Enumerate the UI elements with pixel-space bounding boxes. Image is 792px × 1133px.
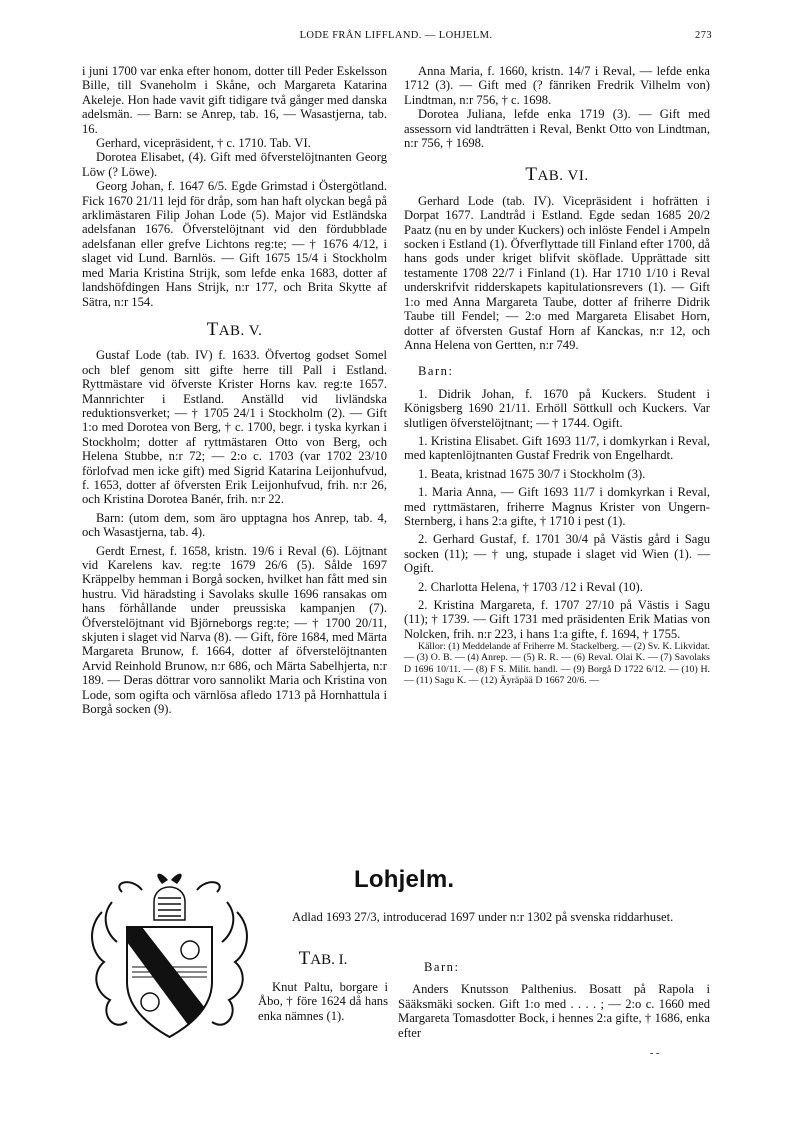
left-column <box>82 64 387 716</box>
child-entry: 2. Kristina Margareta, f. 1707 27/10 på Västis i Sagu (11); † 1739. — Gift 1731 med präsidenten Erik Matias von Nolcken, frih. n:r 223, i hans 1:a gifte, f. 1694, † 1755. <box>404 598 710 641</box>
page-number: 273 <box>695 30 712 41</box>
child-entry: 1. Maria Anna, — Gift 1693 11/7 i domkyrkan i Reval, med ryttmästaren, friherre Magnus Krister von Ungern-Sternberg, i hans 2:a gifte, † 1710 i pest (1). <box>404 485 710 528</box>
child-entry: 2. Charlotta Helena, † 1703 /12 i Reval (10). <box>418 579 643 594</box>
paragraph: Barn: (utom dem, som äro upptagna hos Anrep, tab. 4, och Wasastjerna, tab. 4). <box>82 510 387 540</box>
children-heading: Barn: <box>418 364 454 379</box>
running-title: LODE FRÅN LIFFLAND. — LOHJELM. <box>299 30 493 41</box>
paragraph: Anna Maria, f. 1660, kristn. 14/7 i Reval, — lefde enka 1712 (3). — Gift med (? fänriken Fredrik Vilhelm von) Lindtman, n:r 756, † c. 1698. <box>404 64 710 107</box>
paragraph: Gustaf Lode (tab. IV) f. 1633. Öfvertog godset Somel och blef genom sitt gifte herre till Pall i Estland. Ryttmästare vid öfverste Krister Horns kav. reg:te 1657. Mannrichter i Estland. Anställd vid livländska reduktionsverket; — † 1705 24/1 i Stockholm (2). — Gift 1:o med Dorotea von Berg, † c. 1700, begr. i tyska kyrkan i Stockholm; dotter af ryttmästaren Otto von Berg, och Helena Stubbe, n:r 72; — 2:o c. 1703 (var 1702 23/10 förlofvad men icke gift) med Sigrid Katarina Leijonhufvud, f. 1653, dotter af öfversten Erik Leijonhufvud, frih. n:r 26, och Kristina Dorotea Banér, frih. n:r 22. <box>82 348 387 507</box>
child-entry: 2. Gerhard Gustaf, f. 1701 30/4 på Västis gård i Sagu socken (11); — † ung, stupade i slaget vid Wien (1). — Ogift. <box>404 532 710 576</box>
children-heading: Barn: <box>424 960 460 974</box>
child-entry: 1. Didrik Johan, f. 1670 på Kuckers. Student i Königsberg 1690 21/11. Erhöll Söttkull och Kuckers. Var slutligen öfverstelöjtnant; — † 1744. Ogift. <box>404 386 710 430</box>
section-heading-tab-vi: TAB. VI. <box>525 164 589 186</box>
child-entry: 1. Kristina Elisabet. Gift 1693 11/7, i domkyrkan i Reval, med kaptenlöjtnanten Gustaf Fredrik von Engelhardt. <box>404 433 710 463</box>
running-header <box>80 30 712 46</box>
family-name-heading: Lohjelm. <box>354 866 455 893</box>
section-heading-tab-v: TAB. V. <box>206 318 263 340</box>
lohjelm-left-column <box>258 980 388 1023</box>
paragraph: Georg Johan, f. 1647 6/5. Egde Grimstad i Östergötland. Fick 1670 21/11 lejd för dråp, som han haft olyckan begå på arklimästaren Filip Johan Lode (5). Major vid Estländska adelsfanan 1676. Öfverstelöjtnant vid den fördubblade adelsfanan eller grefve Lichtons reg:te; — † 1676 4/12, i slaget vid Lund. Barnlös. — Gift 1675 15/4 i Stockholm med Maria Kristina Strijk, som lefde enka 1683, dotter af landshöfdingen Hans Strijk, n:r 177, och Brita Skytte af Sätra, n:r 154. <box>82 179 387 309</box>
paragraph: i juni 1700 var enka efter honom, dotter till Peder Eskelsson Bille, till Svaneholm i Skåne, och Margareta Katarina Akeleje. Hon hade vavit gift tidigare två gånger med danska adelsmän. — Barn: se Anrep, tab. 16, — Wasastjerna, tab. 16. <box>82 64 387 136</box>
sources-note: Källor: (1) Meddelande af Friherre M. Stackelberg. — (2) Sv. K. Likvidat. — (3) O. B. — (4) Anrep. — (5) R. R. — (6) Reval. Olai K. — (7) Savolaks D 1696 10/11. — (8) F S. Milit. handl. — (9) Borgå D 1722 6/12. — (10) H. — (11) Sagu K. — (12) Äyräpää D 1667 20/6. — <box>404 641 710 686</box>
paragraph: Dorotea Elisabet, (4). Gift med öfverstelöjtnanten Georg Löw (? Löwe). <box>82 150 387 179</box>
paragraph: Anders Knutsson Palthenius. Bosatt på Rapola i Sääksmäki socken. Gift 1:o med . . . . ; — 2:o c. 1660 med Margareta Tomasdotter Bock, i hennes 2:a gifte, † 1686, enka efter <box>398 982 710 1040</box>
paragraph: Knut Paltu, borgare i Åbo, † före 1624 då hans enka nämnes (1). <box>258 980 388 1023</box>
ennoblement-note: Adlad 1693 27/3, introducerad 1697 under n:r 1302 på svenska riddarhuset. <box>292 910 674 924</box>
paragraph: Gerdt Ernest, f. 1658, kristn. 19/6 i Reval (6). Löjtnant vid Karelens kav. reg:te 1679 26/6 (5). Sålde 1697 Kräppelby hemman i Borgå socken, hvilket han fått med sin hustru. Vid häradsting i Savolaks skulle 1696 ransakas om hans förhållande under preussiska kampanjen (7). Öfverstelöjtnant vid Björneborgs reg:te; — † 1700 20/11, skjuten i slaget vid Narva (8). — Gift, före 1684, med Märta Margareta Brunow, f. 1664, dotter af öfverstelöjtnanten Arvid Reinhold Brunow, n:r 686, och Märta Sabelhjerta, n:r 189. — Deras döttrar voro sannolikt Maria och Kristina von Lode, som ogifta och värnlösa afledo 1713 på Hornhattula i Borgå socken (9). <box>82 543 387 717</box>
paragraph: Dorotea Juliana, lefde enka 1719 (3). — Gift med assessorn vid landträtten i Reval, Benkt Otto von Lindtman, n:r 756, † 1698. <box>404 107 710 151</box>
lohjelm-right-column <box>398 960 710 1040</box>
paragraph: Gerhard, vicepräsident, † c. 1710. Tab. VI. <box>96 136 311 151</box>
child-entry: 1. Beata, kristnad 1675 30/7 i Stockholm (3). <box>418 466 646 481</box>
coat-of-arms-image <box>82 872 257 1042</box>
paragraph: Gerhard Lode (tab. IV). Vicepräsident i hofrätten i Dorpat 1677. Landtråd i Estland. Egde sedan 1685 20/2 Paatz (nu en by under Kuckers) och inlöste Fendel i Ampeln socken i Estland (1). Öfverflyttade till Finland efter 1700, då hans gods under kriget blifvit sköflade. Upprättade sitt testamente 1708 22/7 i Finland (1). Har 1710 1/10 i Reval underskrifvit ridderskapets kapitulationsrevers (1). — Gift 1:o med Anna Margareta Taube, dotter af friherre Didrik Taube till Fendel; — 2:o med Margareta Elisabet Horn, dotter af öfversten Gustaf Horn af Kanckas, n:r 12, och Anna Helena von Gertten, n:r 749. <box>404 193 711 352</box>
section-heading-tab-i: TAB. I. <box>298 948 348 969</box>
catchword: - - <box>650 1048 660 1059</box>
right-column <box>404 64 710 686</box>
